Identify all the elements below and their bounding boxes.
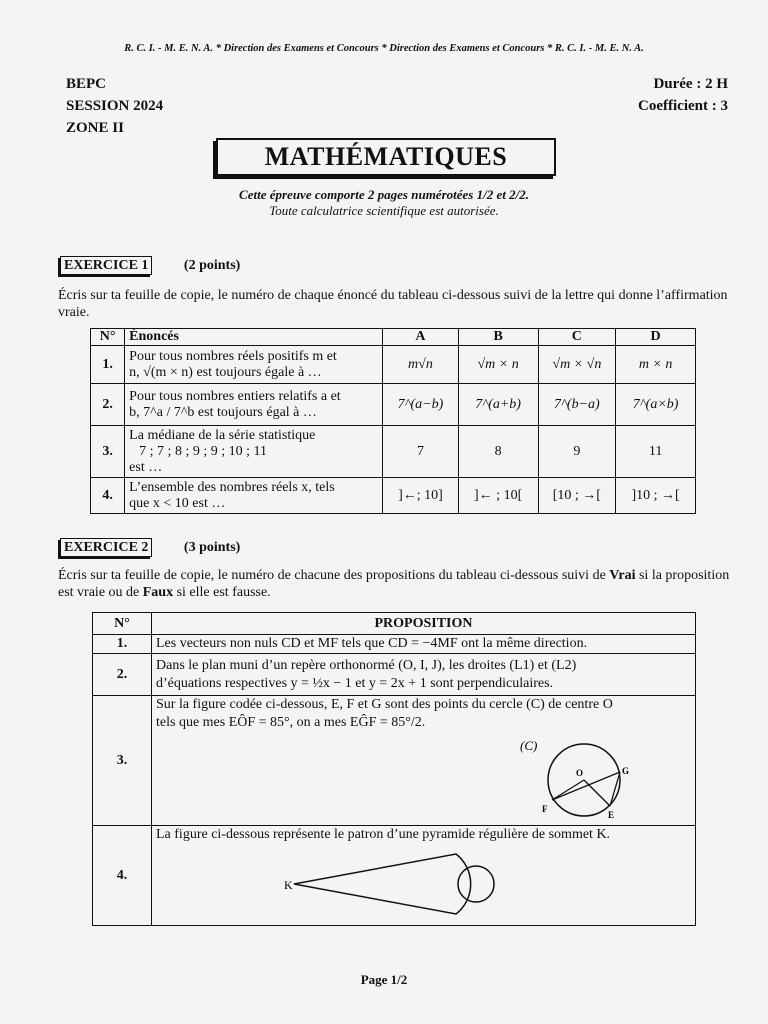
page-title: MATHÉMATIQUES	[216, 138, 556, 176]
faux-label: Faux	[142, 585, 174, 600]
pyramid-net-figure	[280, 846, 580, 926]
exam-zone: ZONE II	[66, 120, 124, 136]
exercise1-points: (2 points)	[183, 258, 241, 273]
label-k: K	[284, 878, 293, 892]
base-circle	[458, 866, 494, 902]
exercise2-heading	[60, 538, 240, 557]
header-statement: Énoncés	[125, 329, 383, 346]
table-row	[93, 635, 696, 654]
header-proposition: PROPOSITION	[152, 613, 696, 635]
row-num: 1.	[91, 346, 125, 384]
segment-oe	[584, 780, 610, 806]
choice-d: m × n	[616, 346, 696, 384]
row-statement: Pour tous nombres entiers relatifs a et b, 7^a / 7^b est toujours égal à …	[125, 384, 383, 426]
row-proposition: Les vecteurs non nuls CD et MF tels que CD = −4MF ont la même direction.	[152, 635, 696, 654]
row-num: 4.	[91, 478, 125, 514]
table-header-row	[91, 329, 696, 346]
row-proposition: Dans le plan muni d’un repère orthonormé (O, I, J), les droites (L1) et (L2) d’équations respectives y = ½x − 1 et y = 2x + 1 sont perpendiculaires.	[152, 654, 696, 696]
choice-c: 7^(b−a)	[538, 384, 616, 426]
lateral-face	[294, 854, 471, 914]
table-row	[91, 426, 696, 478]
exercise1-heading	[60, 256, 240, 275]
exercise2-instruction: Écris sur ta feuille de copie, le numéro de chacune des propositions du tableau ci-dessous suivi de Vrai si la proposition est vraie ou de Faux si elle est fausse.	[58, 568, 730, 600]
header-c: C	[538, 329, 616, 346]
choice-b: 7^(a+b)	[458, 384, 538, 426]
row-num: 3.	[93, 696, 152, 826]
exercise2-table	[92, 612, 696, 926]
exercise1-label: EXERCICE 1	[60, 256, 152, 275]
choice-b: 8	[458, 426, 538, 478]
row-proposition: La figure ci-dessous représente le patron d’une pyramide régulière de sommet K. K	[152, 826, 696, 926]
label-circle: (C)	[520, 738, 538, 753]
choice-c: [10 ; →[	[538, 478, 616, 514]
choice-b: √m × n	[458, 346, 538, 384]
label-f: F	[542, 804, 548, 814]
row-statement: Pour tous nombres réels positifs m et n, √(m × n) est toujours égale à …	[125, 346, 383, 384]
circle-figure	[512, 732, 672, 822]
page-number: Page 1/2	[360, 972, 408, 987]
row-num: 2.	[93, 654, 152, 696]
choice-a: ]←; 10]	[383, 478, 459, 514]
segment-of	[552, 780, 584, 800]
subtitle	[0, 187, 768, 219]
label-o: O	[576, 768, 584, 778]
exam-session: SESSION 2024	[66, 98, 164, 114]
table-row	[93, 826, 696, 926]
exam-name: BEPC	[66, 76, 107, 92]
vrai-label: Vrai	[609, 568, 636, 583]
choice-d: 11	[616, 426, 696, 478]
table-row	[93, 696, 696, 826]
subtitle-calculator: Toute calculatrice scientifique est autorisée.	[269, 203, 499, 218]
exam-info	[66, 73, 163, 139]
exam-coefficient: Coefficient : 3	[638, 98, 728, 114]
table-row	[91, 478, 696, 514]
row-num: 4.	[93, 826, 152, 926]
choice-a: 7	[383, 426, 459, 478]
label-e: E	[608, 810, 615, 820]
table-row	[93, 654, 696, 696]
row-statement: L’ensemble des nombres réels x, tels que x < 10 est …	[125, 478, 383, 514]
banner: R. C. I. - M. E. N. A. * Direction des Examens et Concours * Direction des Examens et Concours * R. C. I. - M. E. N. A.	[124, 43, 644, 54]
header-num: N°	[93, 613, 152, 635]
exercise2-points: (3 points)	[183, 540, 241, 555]
choice-b: ]← ; 10[	[458, 478, 538, 514]
row-statement: La médiane de la série statistique 7 ; 7 ; 8 ; 9 ; 9 ; 10 ; 11 est …	[125, 426, 383, 478]
row-num: 3.	[91, 426, 125, 478]
choice-c: 9	[538, 426, 616, 478]
header-num: N°	[91, 329, 125, 346]
row-num: 1.	[93, 635, 152, 654]
header-d: D	[616, 329, 696, 346]
segment-gf	[552, 772, 620, 800]
header-a: A	[383, 329, 459, 346]
exercise2-label: EXERCICE 2	[60, 538, 152, 557]
choice-a: 7^(a−b)	[383, 384, 459, 426]
table-row	[91, 346, 696, 384]
row-proposition: Sur la figure codée ci-dessous, E, F et G sont des points du cercle (C) de centre O tels que mes EÔF = 85°, on a mes EĜF = 85°/2. (C) O G F E	[152, 696, 696, 826]
exercise1-table	[90, 328, 696, 514]
choice-d: ]10 ; →[	[616, 478, 696, 514]
choice-c: √m × √n	[538, 346, 616, 384]
table-header-row	[93, 613, 696, 635]
exam-meta	[638, 73, 728, 117]
subtitle-pages: Cette épreuve comporte 2 pages numérotées 1/2 et 2/2.	[239, 187, 529, 202]
row-num: 2.	[91, 384, 125, 426]
table-row	[91, 384, 696, 426]
header-b: B	[458, 329, 538, 346]
choice-a: m√n	[383, 346, 459, 384]
exercise1-instruction: Écris sur ta feuille de copie, le numéro de chaque énoncé du tableau ci-dessous suivi de la lettre qui donne l’affirmation vraie.	[58, 288, 728, 320]
choice-d: 7^(a×b)	[616, 384, 696, 426]
exam-duration: Durée : 2 H	[653, 76, 728, 92]
label-g: G	[622, 766, 630, 776]
